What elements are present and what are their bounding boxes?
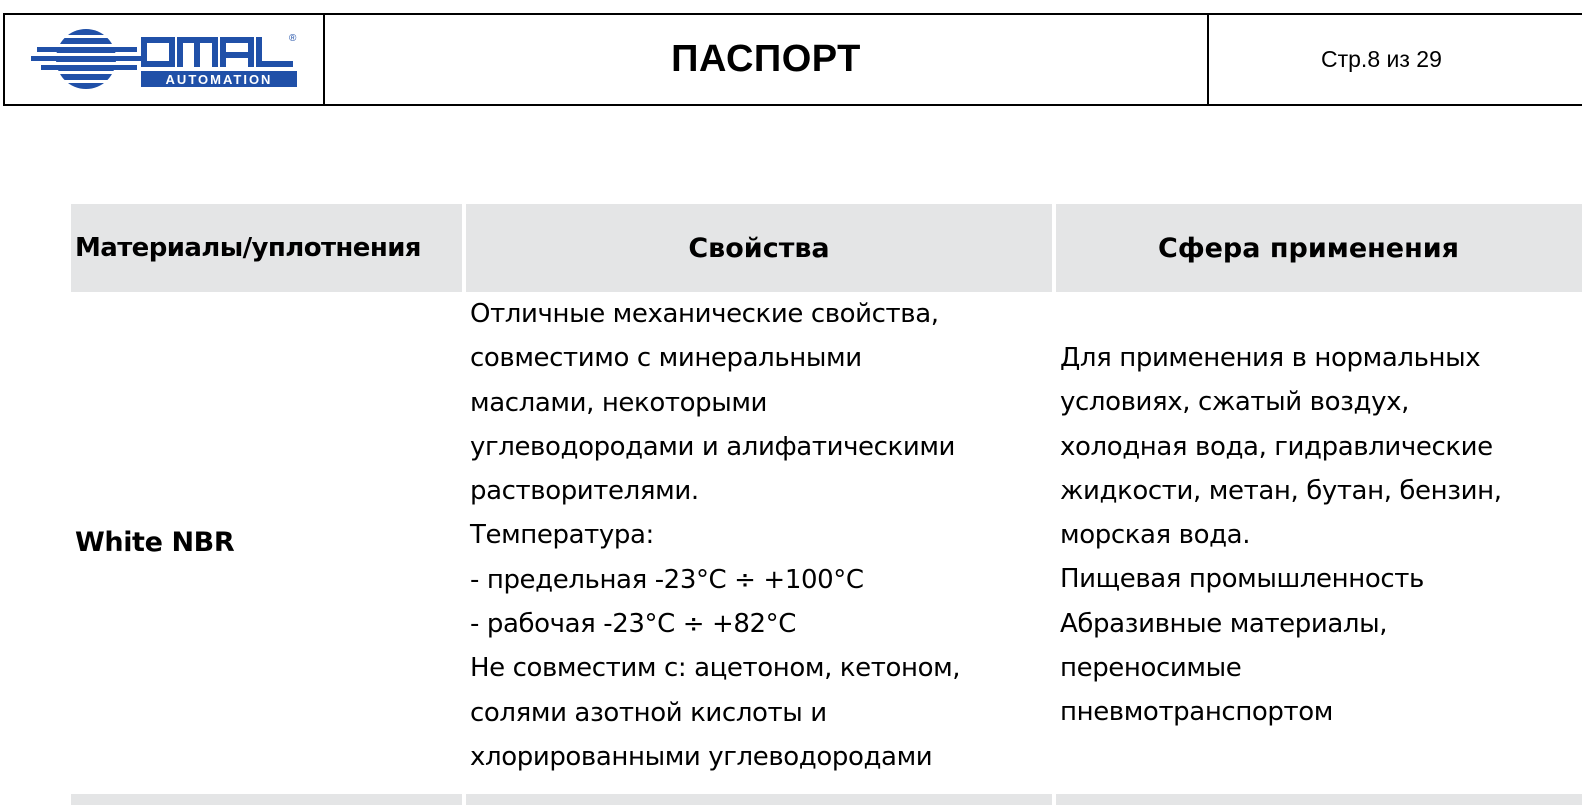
properties-line: Температура:	[470, 520, 654, 551]
properties-line: хлорированными углеводородами	[470, 741, 933, 772]
materials-table	[71, 204, 1582, 794]
application-line: пневмотранспортом	[1060, 697, 1333, 728]
material-name	[71, 292, 466, 794]
application-line: Для применения в нормальных	[1060, 343, 1481, 373]
logo-cell	[5, 15, 325, 104]
table-header	[71, 204, 1582, 292]
title-cell	[325, 15, 1209, 104]
properties-line: солями азотной кислоты и	[470, 697, 827, 728]
document-title: ПАСПОРТ	[671, 38, 861, 80]
omal-logo	[31, 27, 301, 93]
properties-line: маслами, некоторыми	[470, 387, 768, 418]
page-number: Стр.8 из 29	[1321, 46, 1442, 72]
properties-line: совместимо с минеральными	[470, 343, 862, 374]
application-line: Абразивные материалы,	[1060, 608, 1388, 639]
material-label: White NBR	[75, 526, 235, 558]
properties-line: углеводородами и алифатическими	[470, 431, 956, 462]
properties-line: - рабочая -23°C ÷ +82°C	[470, 609, 796, 640]
table-row	[71, 292, 1582, 794]
svg-text:®: ®	[289, 32, 297, 44]
svg-text:AUTOMATION: AUTOMATION	[165, 71, 273, 87]
application-cell	[1056, 292, 1582, 794]
header-materials: Материалы/уплотнения	[71, 204, 462, 292]
properties-line: Отличные механические свойства,	[470, 299, 939, 329]
application-line: холодная вода, гидравлические	[1060, 431, 1493, 462]
properties-cell	[466, 292, 1056, 794]
header-properties: Свойства	[466, 204, 1052, 292]
document-header	[3, 13, 1582, 106]
page-number-cell	[1209, 15, 1582, 104]
properties-line: Не совместим с: ацетоном, кетоном,	[470, 653, 961, 684]
header-application: Сфера применения	[1056, 204, 1582, 292]
next-row-header-strip	[71, 794, 1582, 805]
application-line: Пищевая промышленность	[1060, 564, 1424, 595]
properties-line: растворителями.	[470, 476, 699, 507]
application-line: жидкости, метан, бутан, бензин,	[1060, 475, 1502, 506]
properties-line: - предельная -23°C ÷ +100°C	[470, 564, 864, 595]
application-line: переносимые	[1060, 653, 1242, 684]
application-line: морская вода.	[1060, 520, 1251, 551]
application-line: условиях, сжатый воздух,	[1060, 387, 1409, 418]
